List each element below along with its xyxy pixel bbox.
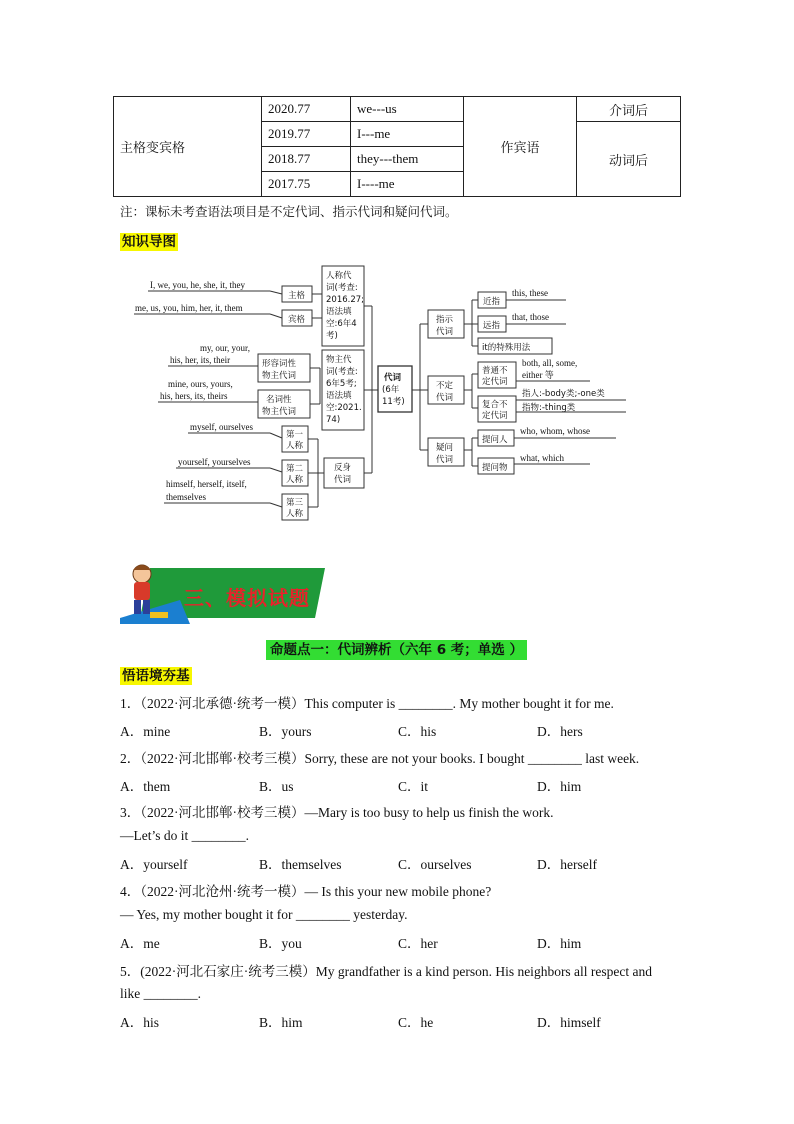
mm-object-label: 宾格 <box>288 315 306 325</box>
mm-indefinite-line: 代词 <box>436 393 454 403</box>
mm-demonstrative-line: 指示 <box>436 315 454 325</box>
question-1-stem: 1．（2022·河北承德·统考一模）This computer is ________. My mother bought it for me. <box>120 696 614 711</box>
mm-personal-line: 词(考查: <box>326 283 358 293</box>
pronoun-mindmap <box>120 262 630 527</box>
mm-subject-label: 主格 <box>288 291 306 301</box>
option-b[interactable]: B．us <box>259 779 294 794</box>
mm-person-label: 提问人 <box>482 435 508 445</box>
mm-reflexive-line: 代词 <box>334 475 352 485</box>
option-d[interactable]: D．him <box>537 936 582 951</box>
mm-simple-words: both, all, some, <box>522 358 578 368</box>
year-cell: 2020.77 <box>262 97 351 122</box>
question-4-stem-line2: — Yes, my mother bought it for ________ yesterday. <box>120 907 408 922</box>
mm-compound-label: 定代词 <box>482 411 508 421</box>
after-prep-cell: 介词后 <box>577 97 681 122</box>
mm-center-line: 11考) <box>382 397 405 407</box>
mm-noun-words: mine, ours, yours, <box>168 379 233 389</box>
mm-second-label: 人称 <box>286 475 304 485</box>
role-cell: 作宾语 <box>464 97 577 197</box>
option-b[interactable]: B．him <box>259 1015 303 1030</box>
mm-center-line: 代词 <box>384 373 402 383</box>
knowledge-map-heading <box>120 230 178 250</box>
option-c[interactable]: C．her <box>398 936 438 951</box>
option-a[interactable]: A．his <box>120 1015 160 1030</box>
section-heading <box>120 664 192 684</box>
row-label-cell: 主格变宾格 <box>114 97 262 197</box>
mm-adj-label: 物主代词 <box>262 371 297 381</box>
question-2-stem: 2．（2022·河北邯郸·校考三模）Sorry, these are not your books. I bought ________ last week. <box>120 751 640 766</box>
option-d[interactable]: D．himself <box>537 1015 601 1030</box>
mm-person-words: who, whom, whose <box>520 426 590 436</box>
banner-title: 三、模拟试题 <box>184 586 310 610</box>
mm-simple-label: 定代词 <box>482 377 508 387</box>
mm-third-label: 第三 <box>286 498 304 508</box>
example-cell: we---us <box>351 97 464 122</box>
option-b[interactable]: B．you <box>259 936 302 951</box>
mm-personal-line: 考) <box>326 331 338 341</box>
mm-indefinite-line: 不定 <box>436 381 454 391</box>
topic-heading-text: 命题点一：代词辨析（六年 6 考；单选 ） <box>266 640 527 660</box>
mm-adj-words: his, her, its, their <box>170 355 231 365</box>
option-c[interactable]: C．his <box>398 724 437 739</box>
option-a[interactable]: A．mine <box>120 724 171 739</box>
mm-third-words: himself, herself, itself, <box>166 479 247 489</box>
mm-personal-line: 空:6年4 <box>326 319 357 329</box>
option-b[interactable]: B．yours <box>259 724 312 739</box>
mm-demonstrative-line: 代词 <box>436 327 454 337</box>
mm-interrogative-line: 代词 <box>436 455 454 465</box>
option-a[interactable]: A．me <box>120 936 160 951</box>
mm-compound-words: 指物:-thing类 <box>522 403 576 413</box>
grammar-table <box>113 96 681 197</box>
option-d[interactable]: D．herself <box>537 857 597 872</box>
question-3-stem-line2: —Let’s do it ________. <box>120 828 249 843</box>
option-a[interactable]: A．yourself <box>120 857 188 872</box>
section-banner <box>120 560 330 624</box>
mm-possessive-line: 74) <box>326 415 341 425</box>
option-c[interactable]: C．it <box>398 779 429 794</box>
mm-adj-label: 形容词性 <box>262 359 297 369</box>
mm-personal-line: 2016.27; <box>326 295 365 305</box>
year-cell: 2019.77 <box>262 122 351 147</box>
knowledge-map-title: 知识导图 <box>122 234 176 250</box>
mm-first-words: myself, ourselves <box>190 422 253 432</box>
after-verb-cell: 动词后 <box>577 122 681 197</box>
mm-personal-line: 人称代 <box>326 271 352 281</box>
mm-noun-words: his, hers, its, theirs <box>160 391 228 401</box>
mm-first-label: 人称 <box>286 441 304 451</box>
mm-simple-label: 普通不 <box>482 366 508 376</box>
option-d[interactable]: D．him <box>537 779 582 794</box>
mm-possessive-line: 6年5考; <box>326 379 357 389</box>
year-cell: 2017.75 <box>262 172 351 197</box>
mm-second-words: yourself, yourselves <box>178 457 251 467</box>
mm-thing-label: 提问物 <box>482 463 508 473</box>
topic-heading <box>266 638 527 658</box>
mm-special-label: it的特殊用法 <box>482 343 531 353</box>
option-d[interactable]: D．hers <box>537 724 583 739</box>
example-cell: they---them <box>351 147 464 172</box>
mm-noun-label: 物主代词 <box>262 407 297 417</box>
mm-far-words: that, those <box>512 312 549 322</box>
mm-possessive-line: 词(考查: <box>326 367 358 377</box>
mm-compound-words: 指人:-body类;-one类 <box>522 389 605 399</box>
mm-simple-words: either 等 <box>522 370 554 380</box>
option-a[interactable]: A．them <box>120 779 171 794</box>
mm-interrogative-line: 疑问 <box>436 443 454 453</box>
mm-near-words: this, these <box>512 288 548 298</box>
question-3-stem: 3．（2022·河北邯郸·校考三模）—Mary is too busy to help us finish the work. <box>120 805 554 820</box>
mm-personal-line: 语法填 <box>326 307 352 317</box>
question-4-stem: 4．（2022·河北沧州·统考一模）— Is this your new mobile phone? <box>120 884 492 899</box>
mm-center-line: (6年 <box>382 385 400 395</box>
mm-subject-words: I, we, you, he, she, it, they <box>150 280 245 290</box>
question-5-stem: 5．(2022·河北石家庄·统考三模）My grandfather is a kind person. His neighbors all respect and <box>120 964 653 979</box>
year-cell: 2018.77 <box>262 147 351 172</box>
mm-near-label: 近指 <box>483 297 501 307</box>
mm-reflexive-line: 反身 <box>334 463 352 473</box>
option-b[interactable]: B．themselves <box>259 857 342 872</box>
note-text: 注：课标未考查语法项目是不定代词、指示代词和疑问代词。 <box>120 204 458 219</box>
section-heading-text: 悟语境夯基 <box>122 668 190 684</box>
option-c[interactable]: C．ourselves <box>398 857 472 872</box>
example-cell: I---me <box>351 122 464 147</box>
mm-compound-label: 复合不 <box>482 400 508 410</box>
mm-possessive-line: 物主代 <box>326 355 352 365</box>
mm-first-label: 第一 <box>286 430 304 440</box>
mm-adj-words: my, our, your, <box>200 343 250 353</box>
mm-possessive-line: 空:2021. <box>326 403 362 413</box>
example-cell: I----me <box>351 172 464 197</box>
mm-third-label: 人称 <box>286 509 304 519</box>
mm-noun-label: 名词性 <box>266 395 292 405</box>
mm-far-label: 远指 <box>483 321 501 331</box>
mm-second-label: 第二 <box>286 464 304 474</box>
mm-thing-words: what, which <box>520 453 564 463</box>
mm-possessive-line: 语法填 <box>326 391 352 401</box>
mm-object-words: me, us, you, him, her, it, them <box>135 303 243 313</box>
mm-third-words: themselves <box>166 492 206 502</box>
question-5-stem-line2: like ________. <box>120 986 201 1001</box>
option-c[interactable]: C．he <box>398 1015 434 1030</box>
